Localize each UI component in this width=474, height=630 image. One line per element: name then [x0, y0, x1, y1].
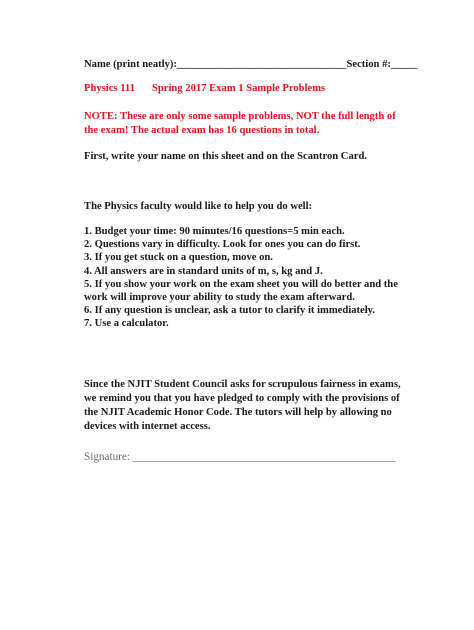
- faculty-intro: The Physics faculty would like to help you do well:: [84, 201, 313, 212]
- note-line-2: the exam! The actual exam has 16 questions in total.: [84, 125, 320, 136]
- honor-line-4: devices with internet access.: [84, 421, 211, 432]
- tip-item: 7. Use a calculator.: [84, 318, 169, 330]
- exam-header: [84, 82, 325, 96]
- tip-item: 6. If any question is unclear, ask a tutor to clarify it immediately.: [84, 305, 376, 317]
- exam-note: [84, 110, 396, 138]
- exam-title: Spring 2017 Exam 1 Sample Problems: [152, 83, 326, 94]
- honor-line-1: Since the NJIT Student Council asks for scrupulous fairness in exams,: [84, 379, 401, 390]
- tip-item: 4. All answers are in standard units of m, s, kg and J.: [84, 265, 323, 277]
- honor-line-2: [84, 393, 400, 404]
- tip-item: work will improve your ability to study the exam afterward.: [84, 292, 355, 304]
- honor-code-paragraph: [84, 378, 401, 434]
- tip-item: 2. Questions vary in difficulty. Look for ones you can do first.: [84, 239, 361, 251]
- tips-list: [84, 225, 398, 331]
- name-section-line: Name (print neatly):________________________________Section #:_____: [84, 59, 418, 70]
- signature-line: Signature: _______________________________________________: [84, 451, 396, 463]
- course-title: Physics 111: [84, 83, 135, 94]
- honor-line-3: [84, 407, 392, 418]
- tip-item: 3. If you get stuck on a question, move on.: [84, 252, 273, 264]
- first-instruction: First, write your name on this sheet and on the Scantron Card.: [84, 151, 367, 162]
- honor-code-name: the NJIT Academic Honor Code: [84, 407, 230, 418]
- honor-line-2-text: we remind you that: [84, 393, 175, 404]
- honor-pledge-text: you have pledged to comply with the provisions of: [174, 393, 400, 404]
- note-line-1: NOTE: These are only some sample problems, NOT the full length of: [84, 111, 396, 122]
- tip-item: 1. Budget your time: 90 minutes/16 questions=5 min each.: [84, 226, 345, 237]
- tip-item: 5. If you show your work on the exam sheet you will do better and the: [84, 278, 398, 290]
- honor-line-3-text: . The tutors will help by allowing no: [229, 407, 392, 418]
